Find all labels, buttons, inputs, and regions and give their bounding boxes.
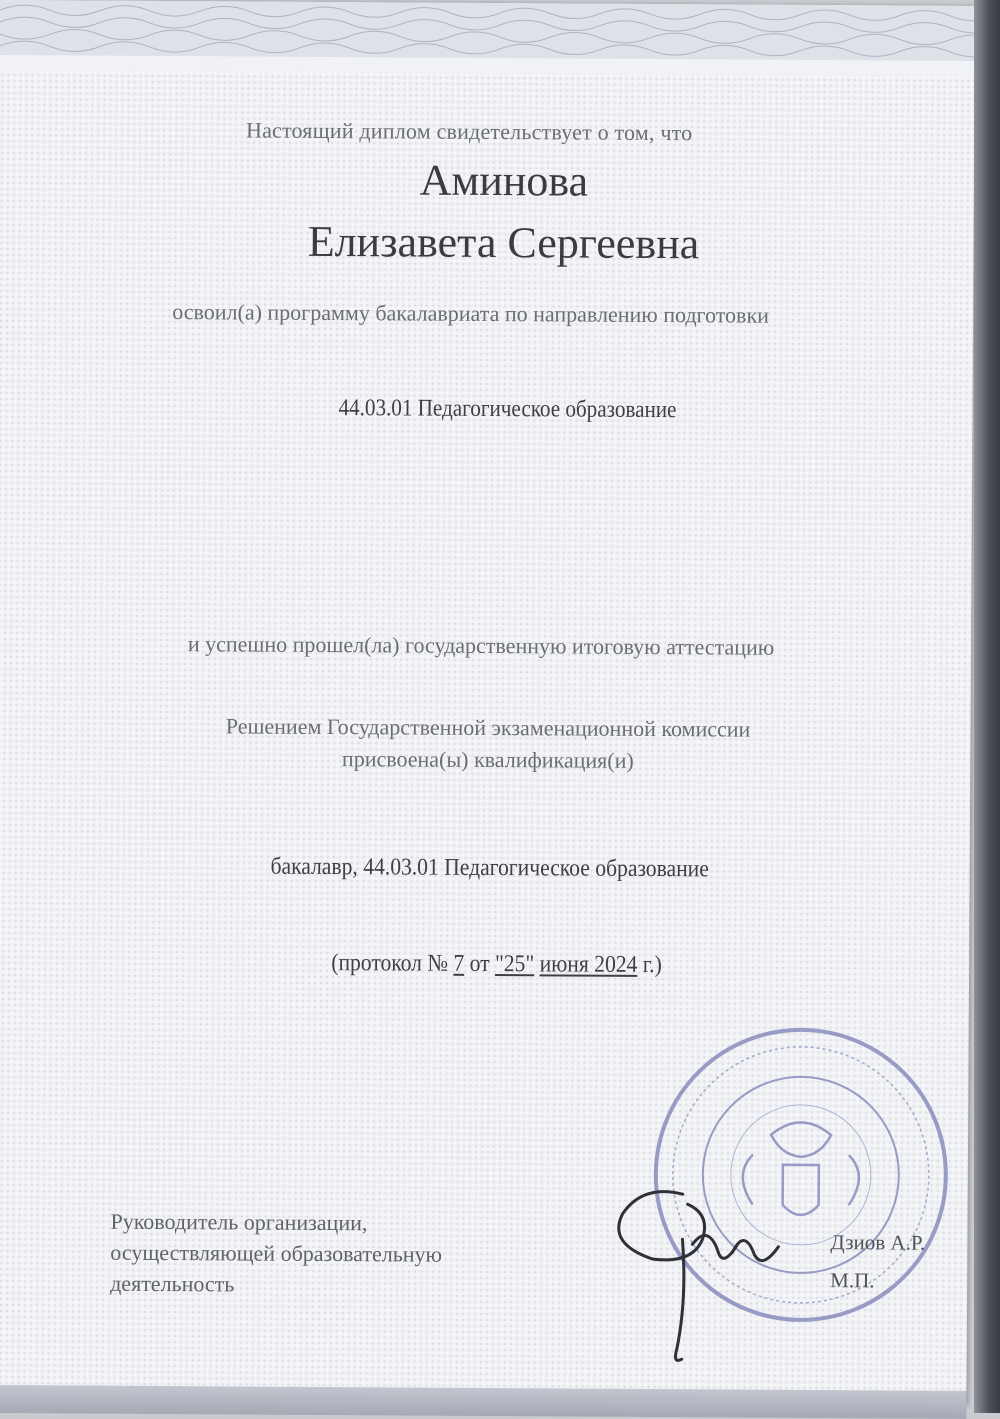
bottom-edge (0, 1385, 967, 1419)
stamp-place-mark: М.П. (830, 1268, 875, 1293)
lead-text: Настоящий диплом свидетельствует о том, что (245, 117, 693, 146)
mastered-program-text: освоил(а) программу бакалавриата по направлению подготовки (172, 299, 770, 328)
protocol-day: "25" (494, 951, 535, 978)
head-line-2: осуществляющей образовательную (110, 1239, 443, 1267)
cover-spine (974, 0, 1000, 1413)
official-seal-icon (655, 1029, 947, 1321)
protocol-number: 7 (453, 950, 465, 977)
signer-name: Дзиов А.Р. (830, 1230, 926, 1255)
commission-decision-line1: Решением Государственной экзаменационной комиссии (225, 713, 751, 742)
commission-decision-line2: присвоена(ы) квалификация(и) (341, 746, 634, 773)
attestation-text: и успешно прошел(ла) государственную итоговую аттестацию (187, 631, 775, 660)
graduate-surname: Аминова (419, 155, 589, 206)
head-line-1: Руководитель организации, (110, 1208, 368, 1236)
head-line-3: деятельность (110, 1270, 235, 1297)
protocol-suffix: г.) (642, 951, 662, 979)
protocol-month-year: июня 2024 (539, 951, 638, 978)
program-name: 44.03.01 Педагогическое образование (338, 395, 677, 424)
protocol-from: от (469, 950, 490, 978)
qualification: бакалавр, 44.03.01 Педагогическое образование (270, 853, 709, 883)
graduate-given-names: Елизавета Сергеевна (307, 216, 700, 269)
protocol-prefix: (протокол № (331, 950, 449, 977)
